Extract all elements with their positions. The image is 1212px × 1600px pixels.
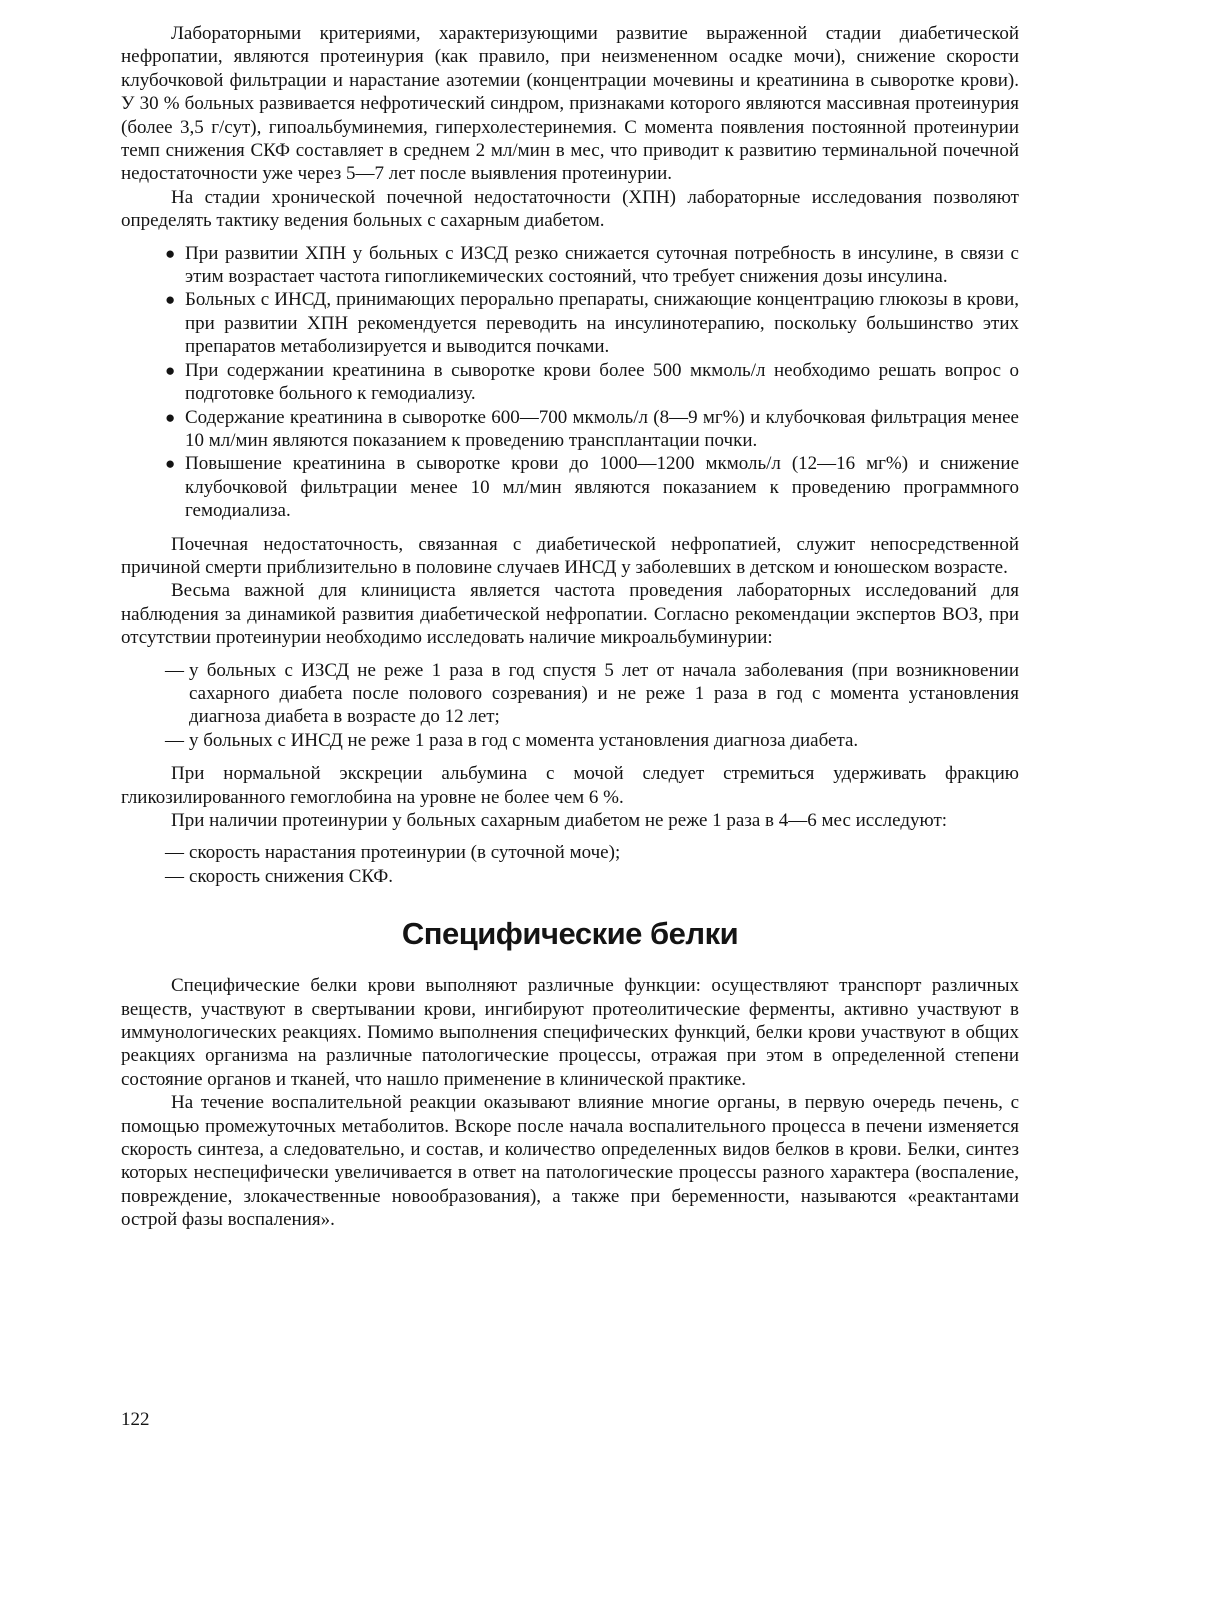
paragraph-mortality: Почечная недостаточность, связанная с диабетической нефропатией, служит непосредственной причиной смерти приблизительно в половине случаев ИНСД у заболевших в детском и юношеском возрасте. — [121, 533, 1019, 578]
paragraph-nephropathy-criteria: Лабораторными критериями, характеризующими развитие выраженной стадии диабетической нефропатии, являются протеинурия (как правило, при неизмененном осадке мочи), снижение скорости клубочковой фильтрации и нарастание азотемии (концентрации мочевины и креатинина в сыворотке крови). У 30 % больных развивается нефротический синдром, признаками которого являются массивная протеинурия (более 3,5 г/сут), гипоальбуминемия, гиперхолестеринемия. С момента появления постоянной протеинурии темп снижения СКФ составляет в среднем 2 мл/мин в мес, что приводит к развитию терминальной почечной недостаточности уже через 5—7 лет после выявления протеинурии. — [121, 23, 1019, 185]
list-item-text: Повышение креатинина в сыворотке крови до 1000—1200 мкмоль/л (12—16 мг%) и снижение клубочковой фильтрации менее 10 мл/мин являются показанием к проведению программного гемодиализа. — [185, 453, 1019, 522]
list-item-text: у больных с ИЗСД не реже 1 раза в год спустя 5 лет от начала заболевания (при возникновении сахарного диабета после полового созревания) и не реже 1 раза в год с момента установления диагноза диабета в возрасте до 12 лет; — [189, 659, 1019, 728]
list-item — [165, 659, 1019, 729]
bullet-icon: ● — [165, 290, 176, 310]
dash-list-proteinuria — [121, 841, 1019, 888]
page-number: 122 — [121, 1409, 150, 1430]
dash-marker: — — [165, 865, 184, 887]
paragraph-albumin-excretion: При нормальной экскреции альбумина с мочой следует стремиться удерживать фракцию гликозилированного гемоглобина на уровне не более чем 6 %. — [121, 763, 1019, 808]
bullet-icon: ● — [165, 360, 176, 380]
paragraph-specific-proteins: Специфические белки крови выполняют различные функции: осуществляют транспорт различных веществ, участвуют в свертывании крови, ингибируют протеолитические ферменты, активно участвуют в иммунологических реакциях. Помимо выполнения специфических функций, белки крови участвуют в общих реакциях организма на различные патологические процессы, отражая при этом в определенной степени состояние органов и тканей, что нашло применение в клинической практике. — [121, 975, 1019, 1090]
list-item — [165, 406, 1019, 453]
paragraph-inflammation: На течение воспалительной реакции оказывают влияние многие органы, в первую очередь печень, с помощью промежуточных метаболитов. Вскоре после начала воспалительного процесса в печени изменяется скорость синтеза, а следовательно, и состав, и количество определенных видов белков в крови. Белки, синтез которых неспецифически увеличивается в ответ на патологические процессы разного характера (воспаление, повреждение, злокачественные новообразования), а также при беременности, называются «реактантами острой фазы воспаления». — [121, 1092, 1019, 1231]
bullet-icon: ● — [165, 243, 176, 263]
dash-marker: — — [165, 659, 184, 681]
list-item — [165, 288, 1019, 358]
bullet-icon: ● — [165, 454, 176, 474]
list-item-text: скорость нарастания протеинурии (в суточной моче); — [189, 842, 621, 864]
paragraph-lab-frequency: Весьма важной для клинициста является частота проведения лабораторных исследований для наблюдения за динамикой развития диабетической нефропатии. Согласно рекомендации экспертов ВОЗ, при отсутствии протеинурии необходимо исследовать наличие микроальбуминурии: — [121, 580, 1019, 649]
paragraph-proteinuria-monitoring: При наличии протеинурии у больных сахарным диабетом не реже 1 раза в 4—6 мес исследуют: — [171, 810, 948, 831]
paragraph-chronic-renal-failure: На стадии хронической почечной недостаточности (ХПН) лабораторные исследования позволяют определять тактику ведения больных с сахарным диабетом. — [121, 186, 1019, 232]
list-item-text: Содержание креатинина в сыворотке 600—700 мкмоль/л (8—9 мг%) и клубочковая фильтрация менее 10 мл/мин являются показанием к проведению трансплантации почки. — [185, 406, 1019, 451]
dash-list-microalbuminuria — [121, 659, 1019, 753]
list-item-text: Больных с ИНСД, принимающих перорально препараты, снижающие концентрацию глюкозы в крови, при развитии ХПН рекомендуется переводить на инсулинотерапию, поскольку большинство этих препаратов метаболизируется и выводится почками. — [185, 289, 1019, 358]
bullet-icon: ● — [165, 407, 176, 427]
list-item — [165, 242, 1019, 289]
list-item — [165, 359, 1019, 406]
dash-marker: — — [165, 729, 184, 751]
list-item — [165, 452, 1019, 522]
list-item-text: При содержании креатинина в сыворотке крови более 500 мкмоль/л необходимо решать вопрос о подготовке больного к гемодиализу. — [185, 359, 1019, 405]
list-item-text: у больных с ИНСД не реже 1 раза в год с момента установления диагноза диабета. — [189, 729, 859, 751]
list-item — [165, 729, 1019, 752]
list-item — [165, 865, 1019, 888]
list-item-text: скорость снижения СКФ. — [189, 865, 393, 887]
dash-marker: — — [165, 842, 184, 864]
section-heading: Специфические белки — [401, 916, 739, 952]
list-item — [165, 841, 1019, 864]
page-body — [121, 22, 1019, 1232]
list-item-text: При развитии ХПН у больных с ИЗСД резко снижается суточная потребность в инсулине, в связи с этим возрастает частота гипогликемических состояний, что требует снижения дозы инсулина. — [185, 242, 1019, 288]
bullet-list — [121, 242, 1019, 523]
